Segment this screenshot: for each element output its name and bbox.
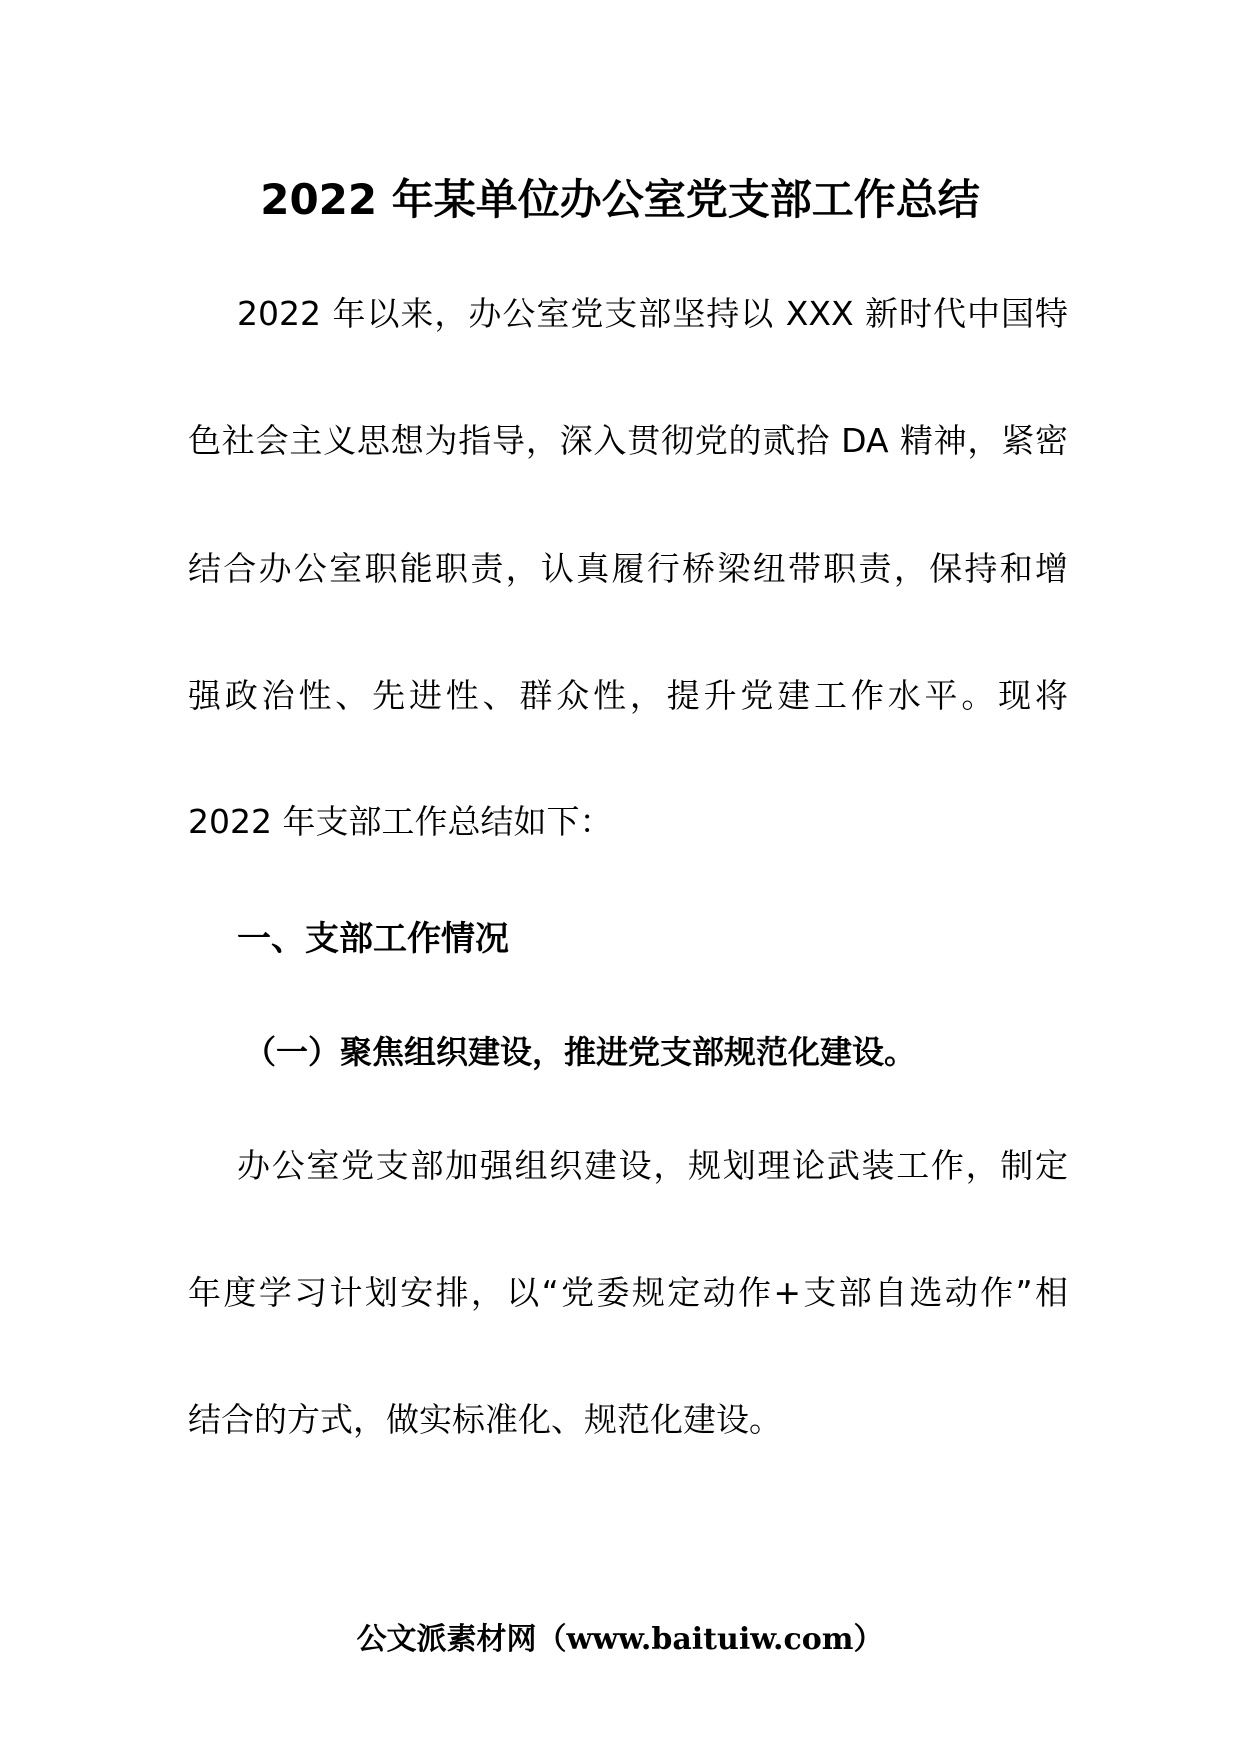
body-line-1: 办公室党支部加强组织建设，规划理论武装工作，制定 [237,1146,1068,1185]
intro-line-1: 2022 年以来，办公室党支部坚持以 XXX 新时代中国特 [237,294,1068,333]
body-line-2: 年度学习计划安排，以“党委规定动作+支部自选动作”相 [188,1273,1068,1312]
intro-line-3: 结合办公室职能职责，认真履行桥梁纽带职责，保持和增 [188,549,1068,588]
intro-line-2: 色社会主义思想为指导，深入贯彻党的贰拾 DA 精神，紧密 [188,421,1068,460]
footer-watermark: 公文派素材网（www.baituiw.com） [356,1622,884,1657]
subsection-heading: （一）聚焦组织建设，推进党支部规范化建设。 [244,1033,917,1071]
intro-line-4: 强政治性、先进性、群众性，提升党建工作水平。现将 [188,676,1068,715]
section-heading: 一、支部工作情况 [237,919,509,959]
document-title: 2022 年某单位办公室党支部工作总结 [260,175,980,224]
body-line-3: 结合的方式，做实标准化、规范化建设。 [188,1400,782,1439]
intro-line-5: 2022 年支部工作总结如下： [188,802,613,841]
